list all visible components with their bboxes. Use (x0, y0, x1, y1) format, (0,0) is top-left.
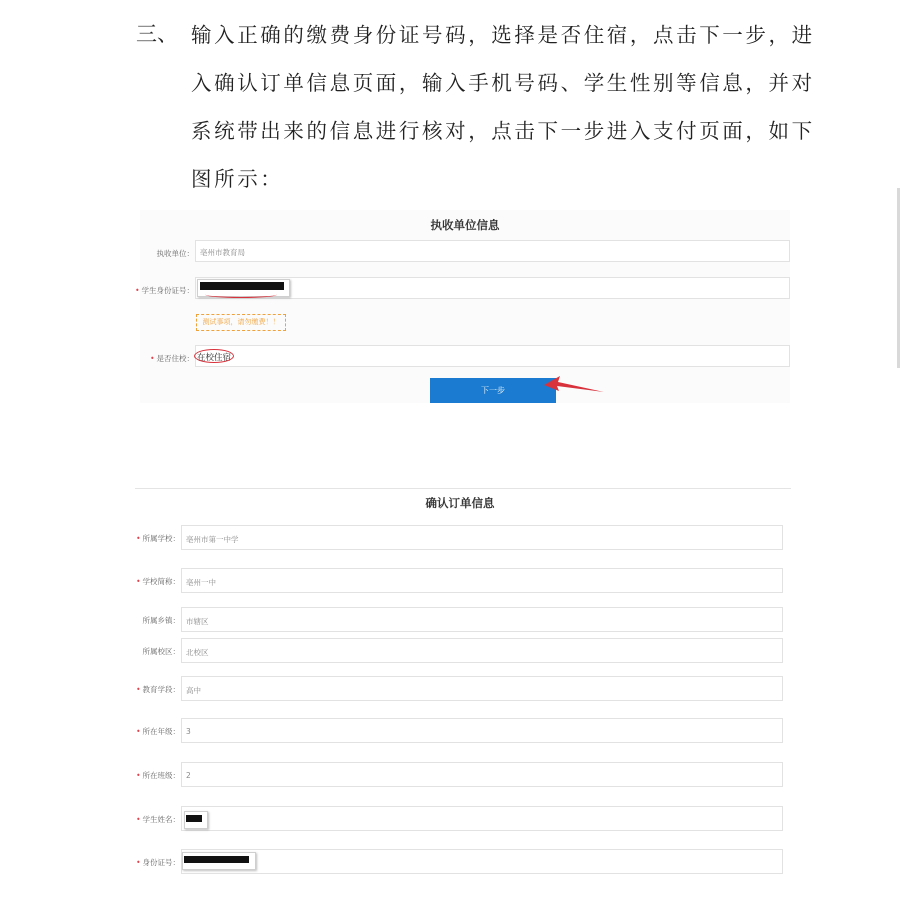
step-number: 三、 (136, 22, 178, 46)
order-field-value: 高中 (186, 686, 201, 695)
order-field-input[interactable] (181, 806, 783, 831)
panel-title: 确认订单信息 (425, 496, 495, 510)
order-field-input[interactable] (181, 718, 783, 743)
unit-value: 亳州市教育局 (200, 248, 245, 257)
order-field-input[interactable] (181, 638, 783, 663)
order-field-label: • 学生姓名： (136, 815, 180, 824)
order-field-label: • 所在班级： (136, 771, 180, 780)
instruction-line-1: 输入正确的缴费身份证号码，选择是否住宿，点击下一步，进 (191, 23, 815, 47)
order-field-label: • 教育学段： (136, 685, 180, 694)
order-field-value: 市辖区 (186, 617, 209, 626)
required-star: • (136, 685, 141, 694)
required-star: • (136, 727, 141, 736)
order-field-input[interactable] (181, 607, 783, 632)
instruction-line-3: 系统带出来的信息进行核对，点击下一步进入支付页面，如下 (191, 119, 815, 143)
required-star: • (136, 858, 141, 867)
test-notice: 测试事项，请勿缴费！！ (196, 314, 286, 331)
required-star: • (150, 354, 155, 363)
order-field-label: 所属乡镇： (142, 616, 180, 625)
order-field-label: • 身份证号： (136, 858, 180, 867)
order-field-value: 北校区 (186, 648, 209, 657)
red-arrow-icon (540, 372, 610, 396)
boarding-label: • 是否住校： (150, 354, 194, 363)
boarding-value: 在校住宿 (197, 353, 232, 363)
order-field-value: 亳州市第一中学 (186, 535, 239, 544)
instruction-line-4: 图所示： (191, 167, 284, 191)
next-step-button[interactable]: 下一步 (430, 378, 556, 403)
panel-title: 执收单位信息 (430, 218, 500, 232)
unit-field[interactable] (195, 240, 790, 262)
order-field-input[interactable] (181, 676, 783, 701)
order-field-value: 亳州一中 (186, 578, 216, 587)
required-star: • (136, 815, 141, 824)
required-star: • (136, 577, 141, 586)
required-star: • (136, 771, 141, 780)
redaction-bar (186, 815, 202, 822)
order-field-label: • 所在年级： (136, 727, 180, 736)
order-field-value: 3 (186, 727, 191, 736)
redaction-bar (200, 282, 284, 290)
order-field-label: • 所属学校： (136, 534, 180, 543)
payee-unit-panel (140, 210, 790, 403)
student-id-label: • 学生身份证号： (135, 286, 194, 295)
required-star: • (135, 286, 140, 295)
boarding-select[interactable] (195, 345, 790, 367)
order-field-value: 2 (186, 771, 191, 780)
order-field-input[interactable] (181, 762, 783, 787)
order-field-input[interactable] (181, 849, 783, 874)
red-annotation-circle (194, 349, 234, 363)
unit-label: 执收单位： (156, 249, 194, 258)
order-field-input[interactable] (181, 525, 783, 550)
required-star: • (136, 534, 141, 543)
order-field-label: 所属校区： (142, 647, 180, 656)
red-annotation-underline (205, 291, 277, 298)
instruction-line-2: 入确认订单信息页面，输入手机号码、学生性别等信息，并对 (191, 71, 815, 95)
order-field-input[interactable] (181, 568, 783, 593)
redaction-bar (184, 856, 249, 863)
order-field-label: • 学校简称： (136, 577, 180, 586)
